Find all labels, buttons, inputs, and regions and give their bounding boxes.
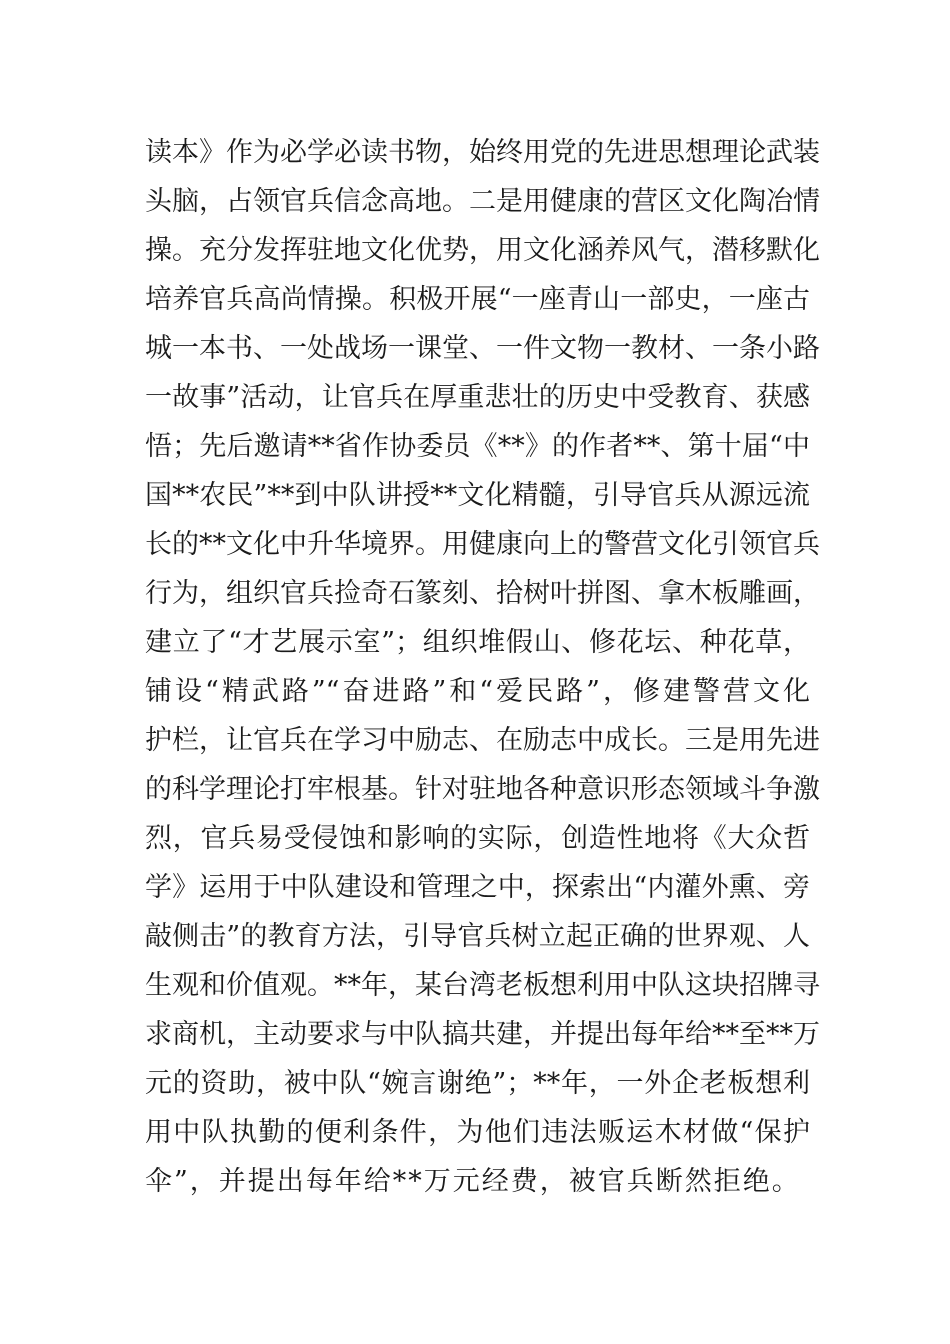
text-line: 一故事”活动，让官兵在厚重悲壮的历史中受教育、获感 (145, 382, 810, 413)
text-line: 的科学理论打牢根基。针对驻地各种意识形态领域斗争激 (145, 774, 820, 805)
text-line: 行为，组织官兵捡奇石篆刻、拾树叶拼图、拿木板雕画， (145, 578, 820, 609)
text-line: 用中队执勤的便利条件，为他们违法贩运木材做“保护 (145, 1117, 810, 1148)
text-line: 国**农民”**到中队讲授**文化精髓，引导官兵从源远流 (145, 480, 810, 511)
text-line: 敲侧击”的教育方法，引导官兵树立起正确的世界观、人 (145, 921, 810, 952)
text-line: 烈，官兵易受侵蚀和影响的实际，创造性地将《大众哲 (145, 823, 810, 854)
text-line: 建立了“才艺展示室”；组织堆假山、修花坛、种花草， (145, 627, 810, 658)
text-line: 头脑，占领官兵信念高地。二是用健康的营区文化陶冶情 (145, 186, 820, 217)
text-line: 生观和价值观。**年，某台湾老板想利用中队这块招牌寻 (145, 970, 820, 1001)
text-line: 操。充分发挥驻地文化优势，用文化涵养风气，潜移默化 (145, 235, 820, 266)
text-line: 求商机，主动要求与中队搞共建，并提出每年给**至**万 (145, 1019, 820, 1050)
text-line: 城一本书、一处战场一课堂、一件文物一教材、一条小路 (145, 333, 820, 364)
body-paragraph (145, 128, 820, 1206)
text-line: 读本》作为必学必读书物，始终用党的先进思想理论武装 (145, 137, 820, 168)
text-line: 悟；先后邀请**省作协委员《**》的作者**、第十届“中 (145, 431, 810, 462)
text-line: 铺设“精武路”“奋进路”和“爱民路”，修建警营文化 (145, 676, 810, 707)
text-line: 学》运用于中队建设和管理之中，探索出“内灌外熏、旁 (145, 872, 810, 903)
text-line: 培养官兵高尚情操。积极开展“一座青山一部史，一座古 (145, 284, 810, 315)
text-line: 护栏，让官兵在学习中励志、在励志中成长。三是用先进 (145, 725, 820, 756)
text-line: 伞”，并提出每年给**万元经费，被官兵断然拒绝。 (145, 1166, 801, 1197)
text-line: 元的资助，被中队“婉言谢绝”；**年，一外企老板想利 (145, 1068, 810, 1099)
text-line: 长的**文化中升华境界。用健康向上的警营文化引领官兵 (145, 529, 820, 560)
